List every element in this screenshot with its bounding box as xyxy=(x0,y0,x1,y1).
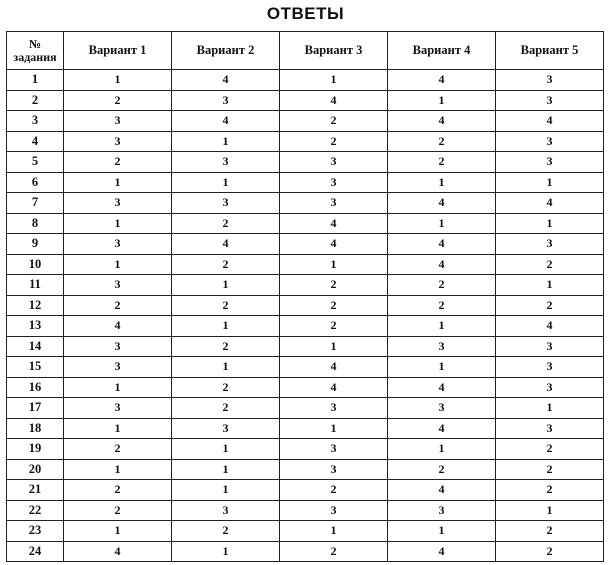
answer-cell-variant-5: 3 xyxy=(496,90,604,111)
answer-cell-variant-2: 1 xyxy=(172,275,280,296)
table-row xyxy=(7,377,604,398)
answer-cell-variant-2: 2 xyxy=(172,336,280,357)
answer-cell-variant-3: 2 xyxy=(280,275,388,296)
answer-cell-variant-1: 2 xyxy=(64,500,172,521)
task-number-cell: 18 xyxy=(7,418,64,439)
answer-cell-variant-2: 1 xyxy=(172,459,280,480)
answer-cell-variant-3: 3 xyxy=(280,152,388,173)
task-number-cell: 6 xyxy=(7,172,64,193)
answer-cell-variant-1: 3 xyxy=(64,275,172,296)
task-number-cell: 23 xyxy=(7,521,64,542)
answer-cell-variant-5: 1 xyxy=(496,172,604,193)
header-variant-1: Вариант 1 xyxy=(64,32,172,70)
table-row xyxy=(7,316,604,337)
answer-cell-variant-2: 3 xyxy=(172,152,280,173)
answer-cell-variant-5: 1 xyxy=(496,500,604,521)
table-row xyxy=(7,193,604,214)
page-title: ОТВЕТЫ xyxy=(266,4,345,23)
task-number-cell: 13 xyxy=(7,316,64,337)
answer-cell-variant-2: 1 xyxy=(172,131,280,152)
answer-cell-variant-4: 4 xyxy=(388,193,496,214)
answer-cell-variant-4: 3 xyxy=(388,398,496,419)
table-row xyxy=(7,70,604,91)
table-row xyxy=(7,500,604,521)
table-row xyxy=(7,172,604,193)
answer-cell-variant-5: 2 xyxy=(496,254,604,275)
answer-cell-variant-1: 3 xyxy=(64,357,172,378)
task-number-cell: 17 xyxy=(7,398,64,419)
answer-cell-variant-3: 3 xyxy=(280,439,388,460)
table-row xyxy=(7,90,604,111)
answer-cell-variant-5: 3 xyxy=(496,377,604,398)
answer-cell-variant-4: 1 xyxy=(388,90,496,111)
table-row xyxy=(7,521,604,542)
task-number-cell: 20 xyxy=(7,459,64,480)
answer-cell-variant-2: 1 xyxy=(172,172,280,193)
answers-table xyxy=(6,31,604,562)
task-number-cell: 21 xyxy=(7,480,64,501)
table-row xyxy=(7,275,604,296)
task-number-cell: 2 xyxy=(7,90,64,111)
answer-cell-variant-3: 2 xyxy=(280,316,388,337)
answer-cell-variant-3: 2 xyxy=(280,131,388,152)
answer-cell-variant-5: 3 xyxy=(496,234,604,255)
answer-cell-variant-2: 3 xyxy=(172,193,280,214)
header-variant-3: Вариант 3 xyxy=(280,32,388,70)
answer-cell-variant-5: 2 xyxy=(496,521,604,542)
task-number-cell: 22 xyxy=(7,500,64,521)
answer-cell-variant-3: 1 xyxy=(280,254,388,275)
answer-cell-variant-1: 1 xyxy=(64,459,172,480)
answer-cell-variant-3: 3 xyxy=(280,193,388,214)
answer-cell-variant-5: 3 xyxy=(496,418,604,439)
answer-cell-variant-2: 3 xyxy=(172,500,280,521)
answer-cell-variant-3: 4 xyxy=(280,90,388,111)
task-number-cell: 8 xyxy=(7,213,64,234)
answer-cell-variant-5: 3 xyxy=(496,336,604,357)
task-number-cell: 3 xyxy=(7,111,64,132)
table-row xyxy=(7,111,604,132)
answer-cell-variant-2: 1 xyxy=(172,357,280,378)
answer-cell-variant-3: 1 xyxy=(280,336,388,357)
table-row xyxy=(7,480,604,501)
answer-cell-variant-1: 4 xyxy=(64,316,172,337)
answer-cell-variant-1: 3 xyxy=(64,131,172,152)
task-number-cell: 16 xyxy=(7,377,64,398)
answer-cell-variant-2: 2 xyxy=(172,521,280,542)
answer-cell-variant-4: 2 xyxy=(388,275,496,296)
answer-cell-variant-5: 3 xyxy=(496,357,604,378)
answer-cell-variant-1: 3 xyxy=(64,234,172,255)
answer-cell-variant-5: 3 xyxy=(496,70,604,91)
answer-cell-variant-1: 3 xyxy=(64,336,172,357)
answer-cell-variant-5: 3 xyxy=(496,131,604,152)
answer-cell-variant-5: 3 xyxy=(496,152,604,173)
answer-cell-variant-2: 4 xyxy=(172,111,280,132)
answer-cell-variant-1: 1 xyxy=(64,377,172,398)
answer-cell-variant-3: 1 xyxy=(280,521,388,542)
answer-cell-variant-2: 2 xyxy=(172,254,280,275)
answer-cell-variant-1: 3 xyxy=(64,111,172,132)
answer-cell-variant-2: 3 xyxy=(172,418,280,439)
table-row xyxy=(7,254,604,275)
answer-cell-variant-1: 1 xyxy=(64,213,172,234)
task-number-cell: 5 xyxy=(7,152,64,173)
answer-cell-variant-4: 4 xyxy=(388,418,496,439)
task-number-cell: 24 xyxy=(7,541,64,562)
task-number-cell: 1 xyxy=(7,70,64,91)
table-body xyxy=(7,70,604,562)
table-row xyxy=(7,459,604,480)
answer-cell-variant-4: 1 xyxy=(388,357,496,378)
task-number-cell: 9 xyxy=(7,234,64,255)
answer-cell-variant-4: 4 xyxy=(388,377,496,398)
answer-cell-variant-4: 2 xyxy=(388,152,496,173)
answer-cell-variant-1: 1 xyxy=(64,70,172,91)
answer-cell-variant-3: 2 xyxy=(280,480,388,501)
answer-cell-variant-4: 4 xyxy=(388,480,496,501)
answer-cell-variant-3: 1 xyxy=(280,418,388,439)
number-symbol: № xyxy=(28,36,42,51)
table-row xyxy=(7,213,604,234)
header-variant-2: Вариант 2 xyxy=(172,32,280,70)
task-number-cell: 19 xyxy=(7,439,64,460)
table-row xyxy=(7,152,604,173)
answer-cell-variant-3: 2 xyxy=(280,295,388,316)
table-row xyxy=(7,295,604,316)
answer-cell-variant-1: 2 xyxy=(64,439,172,460)
header-variant-5: Вариант 5 xyxy=(496,32,604,70)
answer-cell-variant-5: 2 xyxy=(496,295,604,316)
answer-cell-variant-1: 2 xyxy=(64,295,172,316)
answer-cell-variant-5: 4 xyxy=(496,316,604,337)
answer-cell-variant-5: 1 xyxy=(496,398,604,419)
answer-cell-variant-4: 2 xyxy=(388,131,496,152)
answer-cell-variant-2: 1 xyxy=(172,316,280,337)
answer-cell-variant-5: 1 xyxy=(496,275,604,296)
answer-cell-variant-1: 3 xyxy=(64,398,172,419)
answer-cell-variant-2: 4 xyxy=(172,70,280,91)
task-number-cell: 15 xyxy=(7,357,64,378)
table-row xyxy=(7,541,604,562)
task-number-cell: 12 xyxy=(7,295,64,316)
header-variant-4: Вариант 4 xyxy=(388,32,496,70)
table-row xyxy=(7,439,604,460)
table-row xyxy=(7,131,604,152)
answer-cell-variant-4: 4 xyxy=(388,111,496,132)
answer-cell-variant-3: 3 xyxy=(280,398,388,419)
answer-cell-variant-3: 3 xyxy=(280,172,388,193)
answer-cell-variant-4: 3 xyxy=(388,500,496,521)
answer-cell-variant-1: 1 xyxy=(64,521,172,542)
answer-cell-variant-4: 4 xyxy=(388,541,496,562)
answer-cell-variant-3: 4 xyxy=(280,213,388,234)
answer-cell-variant-1: 2 xyxy=(64,480,172,501)
answer-cell-variant-3: 3 xyxy=(280,459,388,480)
answer-cell-variant-1: 3 xyxy=(64,193,172,214)
answer-cell-variant-5: 4 xyxy=(496,193,604,214)
answer-cell-variant-4: 2 xyxy=(388,459,496,480)
answer-cell-variant-4: 2 xyxy=(388,295,496,316)
answer-cell-variant-4: 4 xyxy=(388,234,496,255)
answer-cell-variant-3: 4 xyxy=(280,357,388,378)
answer-cell-variant-1: 2 xyxy=(64,90,172,111)
answer-cell-variant-3: 4 xyxy=(280,377,388,398)
answer-cell-variant-1: 2 xyxy=(64,152,172,173)
answer-cell-variant-4: 4 xyxy=(388,70,496,91)
answer-cell-variant-2: 2 xyxy=(172,377,280,398)
answer-cell-variant-4: 3 xyxy=(388,336,496,357)
header-task-number xyxy=(7,32,64,70)
task-number-cell: 7 xyxy=(7,193,64,214)
answer-cell-variant-2: 3 xyxy=(172,90,280,111)
answer-cell-variant-4: 1 xyxy=(388,316,496,337)
answer-cell-variant-1: 1 xyxy=(64,418,172,439)
answer-cell-variant-2: 2 xyxy=(172,398,280,419)
answer-cell-variant-3: 2 xyxy=(280,541,388,562)
number-label: задания xyxy=(13,49,57,64)
answer-cell-variant-5: 2 xyxy=(496,480,604,501)
task-number-cell: 14 xyxy=(7,336,64,357)
answer-cell-variant-3: 3 xyxy=(280,500,388,521)
answer-cell-variant-3: 4 xyxy=(280,234,388,255)
task-number-cell: 10 xyxy=(7,254,64,275)
table-row xyxy=(7,336,604,357)
answer-cell-variant-2: 4 xyxy=(172,234,280,255)
answer-cell-variant-4: 1 xyxy=(388,521,496,542)
answer-cell-variant-2: 1 xyxy=(172,480,280,501)
answer-cell-variant-5: 2 xyxy=(496,541,604,562)
answer-cell-variant-1: 1 xyxy=(64,172,172,193)
answer-cell-variant-4: 4 xyxy=(388,254,496,275)
task-number-cell: 4 xyxy=(7,131,64,152)
answer-cell-variant-1: 4 xyxy=(64,541,172,562)
answer-cell-variant-1: 1 xyxy=(64,254,172,275)
table-row xyxy=(7,418,604,439)
answer-cell-variant-4: 1 xyxy=(388,439,496,460)
answer-cell-variant-4: 1 xyxy=(388,213,496,234)
task-number-cell: 11 xyxy=(7,275,64,296)
answer-cell-variant-5: 4 xyxy=(496,111,604,132)
answer-cell-variant-3: 1 xyxy=(280,70,388,91)
answer-cell-variant-2: 1 xyxy=(172,439,280,460)
answer-cell-variant-2: 2 xyxy=(172,213,280,234)
table-row xyxy=(7,398,604,419)
answer-cell-variant-3: 2 xyxy=(280,111,388,132)
answer-cell-variant-5: 1 xyxy=(496,213,604,234)
header-row xyxy=(7,32,604,70)
answer-cell-variant-2: 1 xyxy=(172,541,280,562)
table-row xyxy=(7,357,604,378)
table-row xyxy=(7,234,604,255)
answer-cell-variant-5: 2 xyxy=(496,439,604,460)
answer-cell-variant-4: 1 xyxy=(388,172,496,193)
answer-cell-variant-5: 2 xyxy=(496,459,604,480)
table-header xyxy=(7,32,604,70)
answer-cell-variant-2: 2 xyxy=(172,295,280,316)
